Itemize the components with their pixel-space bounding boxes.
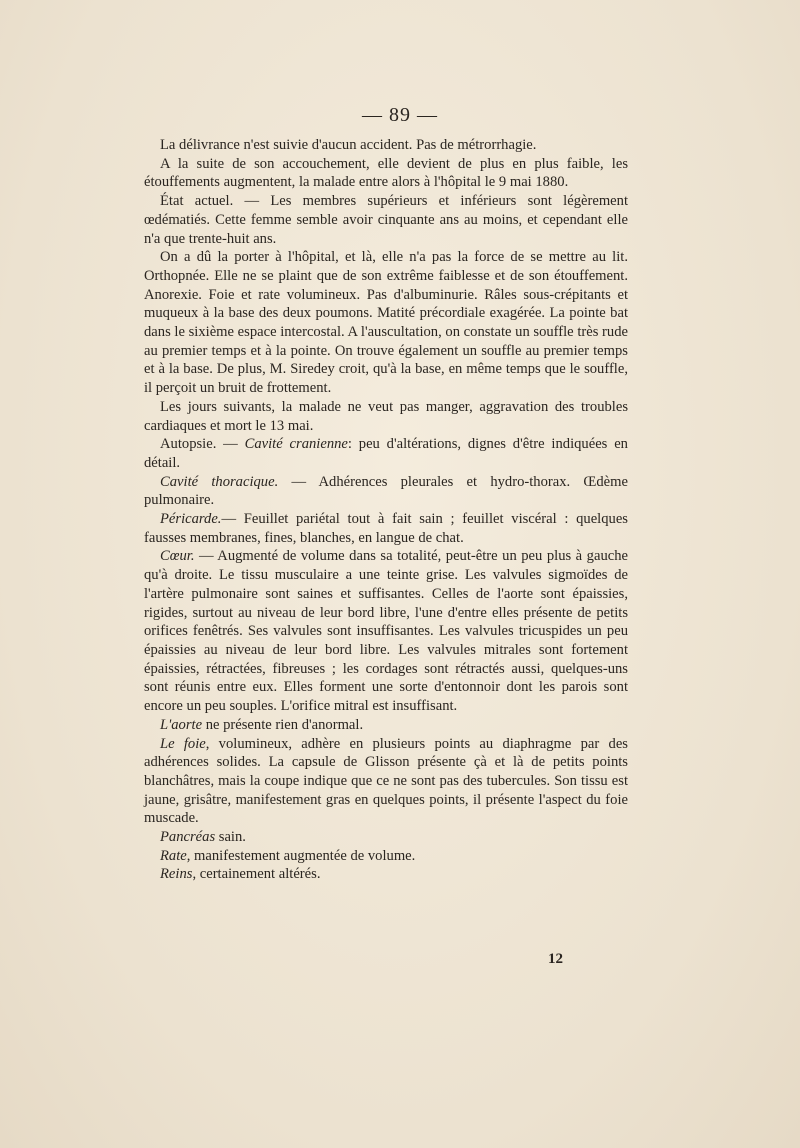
section-heading: Pancréas bbox=[160, 829, 216, 846]
section-pericarde bbox=[144, 510, 628, 547]
section-text: sain. bbox=[215, 829, 246, 846]
section-reins bbox=[144, 865, 628, 884]
section-pancreas bbox=[144, 828, 628, 847]
section-text: — Adhérences pleurales et hydro-thorax. Œdème pulmonaire. bbox=[144, 473, 628, 509]
section-text: , volumineux, adhère en plusieurs points au diaphragme par des adhérences solides. La capsule de Glisson présente çà et là de petits points blanchâtres, mais la coupe indique que ce ne sont pas des tubercules. Son tissu est jaune, grisâtre, manifestement gras en quelques points, il présente l'aspect du foie muscade. bbox=[144, 735, 628, 827]
body-text bbox=[144, 136, 628, 884]
autopsie-text: : peu d'altérations, dignes d'être indiquées en détail. bbox=[144, 436, 628, 471]
paragraph: La délivrance n'est suivie d'aucun accident. Pas de métrorrhagie. bbox=[160, 137, 537, 153]
autopsie-heading: Cavité cranienne bbox=[244, 436, 348, 453]
section-text: — Feuillet pariétal tout à fait sain ; feuillet viscéral : quelques fausses membranes, fines, blanches, en langue de chat. bbox=[144, 511, 628, 546]
autopsie-paragraph bbox=[144, 435, 628, 472]
section-coeur bbox=[144, 547, 628, 715]
section-heading: Cœur. bbox=[160, 548, 195, 565]
section-heading: Péricarde. bbox=[160, 511, 222, 528]
section-heading: Reins bbox=[160, 866, 193, 883]
section-heading: Le foie bbox=[160, 735, 206, 752]
section-aorte bbox=[144, 716, 628, 735]
section-text: ne présente rien d'anormal. bbox=[202, 716, 364, 733]
section-heading: L'aorte bbox=[160, 716, 203, 733]
section-heading: Rate bbox=[160, 847, 187, 864]
section-foie bbox=[144, 735, 628, 829]
signature-mark: 12 bbox=[548, 951, 563, 967]
paragraph: On a dû la porter à l'hôpital, et là, elle n'a pas la force de se mettre au lit. Orthopnée. Elle ne se plaint que de son extrême faiblesse et de son étouffement. Anorexie. Foie et rate volumineux. Pas d'albuminurie. Râles sous-crépitants et muqueux à la base des deux poumons. Matité précordiale exagérée. La pointe bat dans le sixième espace intercostal. A l'auscultation, on constate un souffle très rude au premier temps et à la pointe. On trouve également un souffle au premier temps et à la base. De plus, M. Siredey croit, qu'à la base, en même temps que le souffle, il perçoit un bruit de frottement. bbox=[144, 249, 628, 397]
paragraph: État actuel. — Les membres supérieurs et inférieurs sont légèrement œdématiés. Cette femme semble avoir cinquante ans au moins, et cependant elle n'a que trente-huit ans. bbox=[144, 193, 628, 247]
section-text: , manifestement augmentée de volume. bbox=[186, 847, 416, 864]
paragraph: A la suite de son accouchement, elle devient de plus en plus faible, les étouffements augmentent, la malade entre alors à l'hôpital le 9 mai 1880. bbox=[144, 155, 628, 191]
section-heading: Cavité thoracique. bbox=[160, 473, 279, 490]
autopsie-lead: Autopsie. — bbox=[160, 436, 245, 453]
section-thoracique bbox=[144, 473, 628, 510]
section-text: , certainement altérés. bbox=[192, 866, 321, 883]
section-text: — Augmenté de volume dans sa totalité, peut-être un peu plus à gauche qu'à droite. Le tissu musculaire a une teinte grise. Les valvules sigmoïdes de l'artère pulmonaire sont saines et suffisantes. Celles de l'aorte sont épaissies, rigides, surtout au niveau de leur bord libre, l'une d'entre elles présente de petits orifices fenêtrés. Ses valvules sont insuffisantes. Les valvules tricuspides un peu épaissies au niveau de leur bord libre. Les valvules mitrales sont fortement épaissies, rétractées, fibreuses ; les cordages sont rétractés aussi, quelques-uns sont réunis entre eux. Elles forment une sorte d'entonnoir dont les parois sont encore un peu souples. L'orifice mitral est insuffisant. bbox=[144, 548, 628, 715]
paragraph: Les jours suivants, la malade ne veut pas manger, aggravation des troubles cardiaques et mort le 13 mai. bbox=[144, 398, 628, 434]
section-rate bbox=[144, 847, 628, 866]
page-number: — 89 — bbox=[362, 104, 438, 126]
